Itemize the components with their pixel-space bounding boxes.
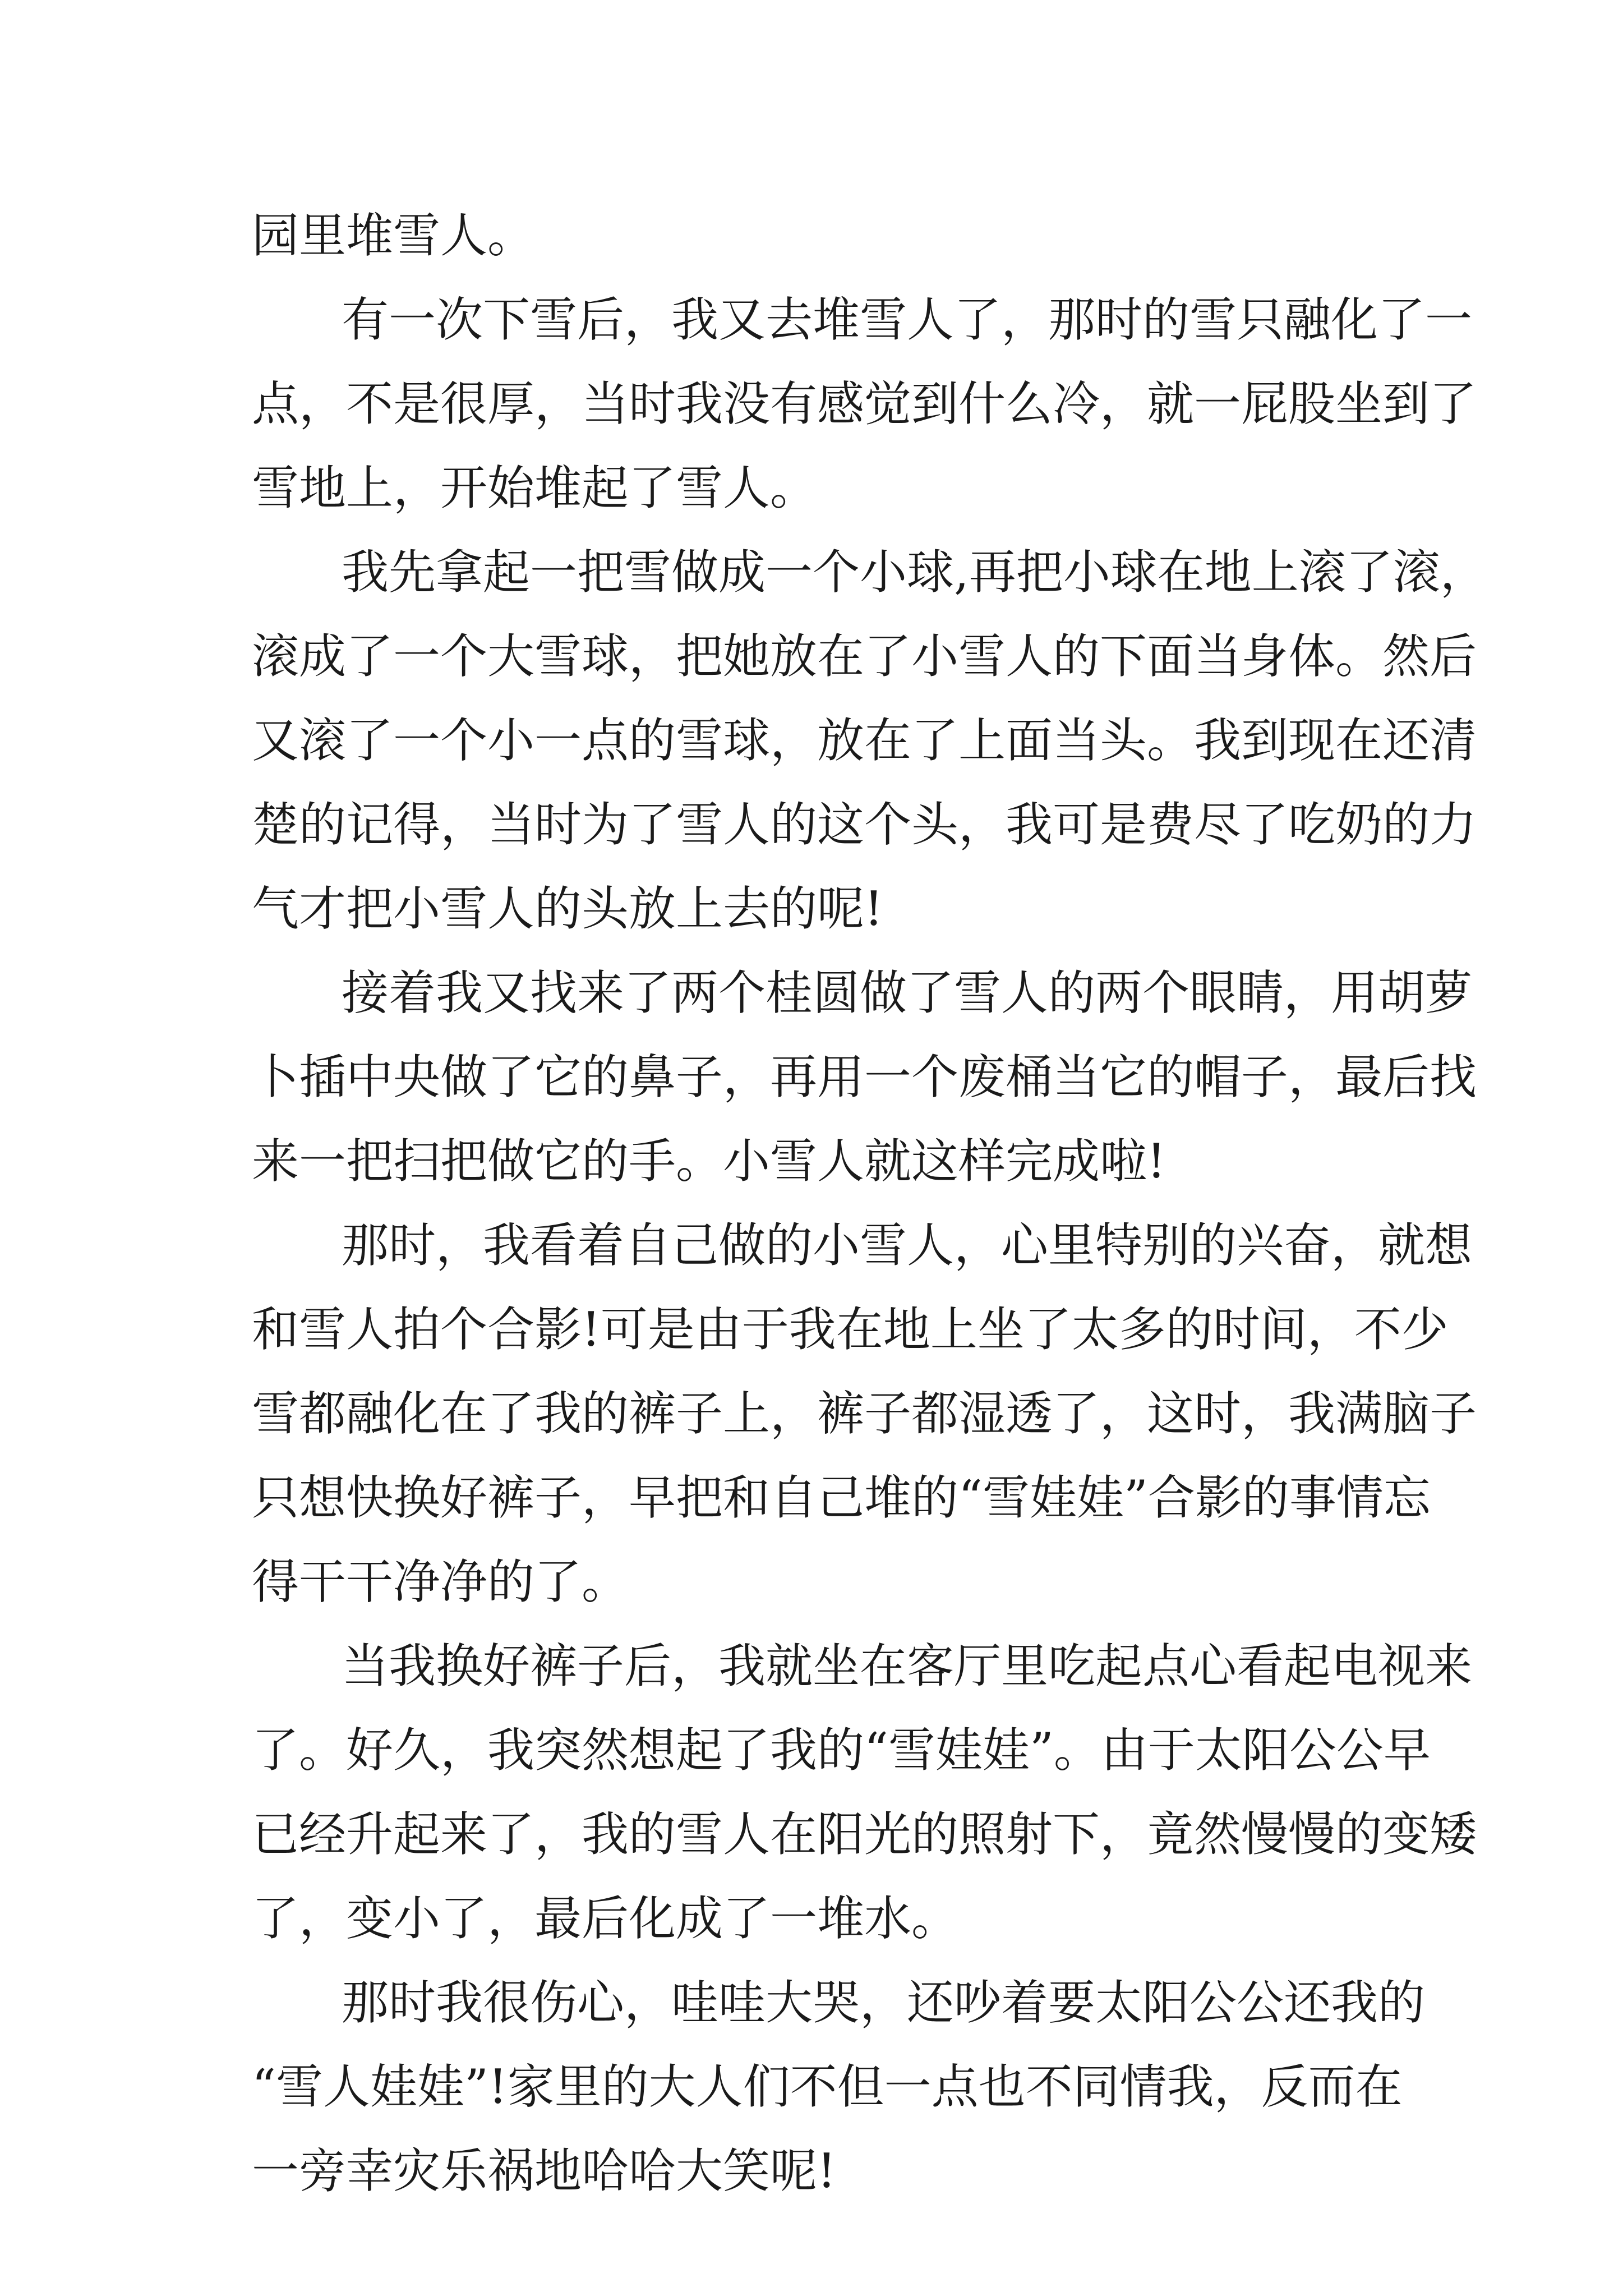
line-text: 当我换好裤子后，我就坐在客厅里吃起点心看起电视来 <box>342 1639 1473 1694</box>
text-line <box>0 1125 1623 1198</box>
line-text: 接着我又找来了两个桂圆做了雪人的两个眼睛，用胡萝 <box>342 965 1473 1020</box>
text-line <box>0 1377 1623 1450</box>
line-text: 滚成了一个大雪球，把她放在了小雪人的下面当身体。然后 <box>252 629 1477 684</box>
line-text: 我先拿起一把雪做成一个小球,再把小球在地上滚了滚， <box>342 545 1487 600</box>
line-text: 得干干净净的了。 <box>252 1554 629 1609</box>
text-line <box>0 1798 1623 1871</box>
line-text: 来一把扫把做它的手。小雪人就这样完成啦! <box>252 1134 1166 1189</box>
text-line <box>0 1966 1623 2039</box>
text-line <box>0 956 1623 1029</box>
text-line <box>0 1209 1623 1282</box>
line-text: 园里堆雪人。 <box>252 208 535 263</box>
text-line <box>0 1714 1623 1787</box>
text-line <box>0 1630 1623 1703</box>
text-line <box>0 1041 1623 1114</box>
line-text: 有一次下雪后，我又去堆雪人了，那时的雪只融化了一 <box>342 292 1473 347</box>
line-text: 又滚了一个小一点的雪球，放在了上面当头。我到现在还清 <box>252 713 1477 768</box>
line-text: 雪地上，开始堆起了雪人。 <box>252 461 818 516</box>
text-line <box>0 1293 1623 1366</box>
line-text: 气才把小雪人的头放上去的呢! <box>252 881 883 936</box>
text-line <box>0 704 1623 777</box>
text-line <box>0 452 1623 524</box>
line-text: 了，变小了，最后化成了一堆水。 <box>252 1891 959 1946</box>
text-line <box>0 2134 1623 2207</box>
text-line <box>0 536 1623 609</box>
text-line <box>0 1882 1623 1955</box>
line-text: 雪都融化在了我的裤子上，裤子都湿透了，这时，我满脑子 <box>252 1386 1477 1441</box>
line-text: 那时我很伤心，哇哇大哭，还吵着要太阳公公还我的 <box>342 1975 1426 2030</box>
line-text: 一旁幸灾乐祸地哈哈大笑呢! <box>252 2143 836 2198</box>
text-line <box>0 620 1623 693</box>
text-line <box>0 872 1623 945</box>
text-line <box>0 283 1623 356</box>
text-line <box>0 788 1623 861</box>
line-text: 只想快换好裤子，早把和自己堆的“雪娃娃”合影的事情忘 <box>252 1470 1431 1525</box>
line-text: 已经升起来了，我的雪人在阳光的照射下，竟然慢慢的变矮 <box>252 1807 1477 1862</box>
line-text: 卜插中央做了它的鼻子，再用一个废桶当它的帽子，最后找 <box>252 1050 1477 1105</box>
text-line <box>0 1461 1623 1534</box>
line-text: 点，不是很厚，当时我没有感觉到什么冷，就一屁股坐到了 <box>252 376 1477 431</box>
line-text: 那时，我看着自己做的小雪人，心里特别的兴奋，就想 <box>342 1218 1473 1273</box>
line-text: 和雪人拍个合影!可是由于我在地上坐了太多的时间，不少 <box>252 1302 1449 1357</box>
line-text: 了。好久，我突然想起了我的“雪娃娃”。由于太阳公公早 <box>252 1723 1431 1778</box>
line-text: 楚的记得，当时为了雪人的这个头，我可是费尽了吃奶的力 <box>252 797 1477 852</box>
text-line <box>0 199 1623 272</box>
text-line <box>0 2050 1623 2123</box>
text-line <box>0 1545 1623 1618</box>
line-text: “雪人娃娃”!家里的大人们不但一点也不同情我，反而在 <box>252 2059 1403 2114</box>
text-line <box>0 367 1623 440</box>
